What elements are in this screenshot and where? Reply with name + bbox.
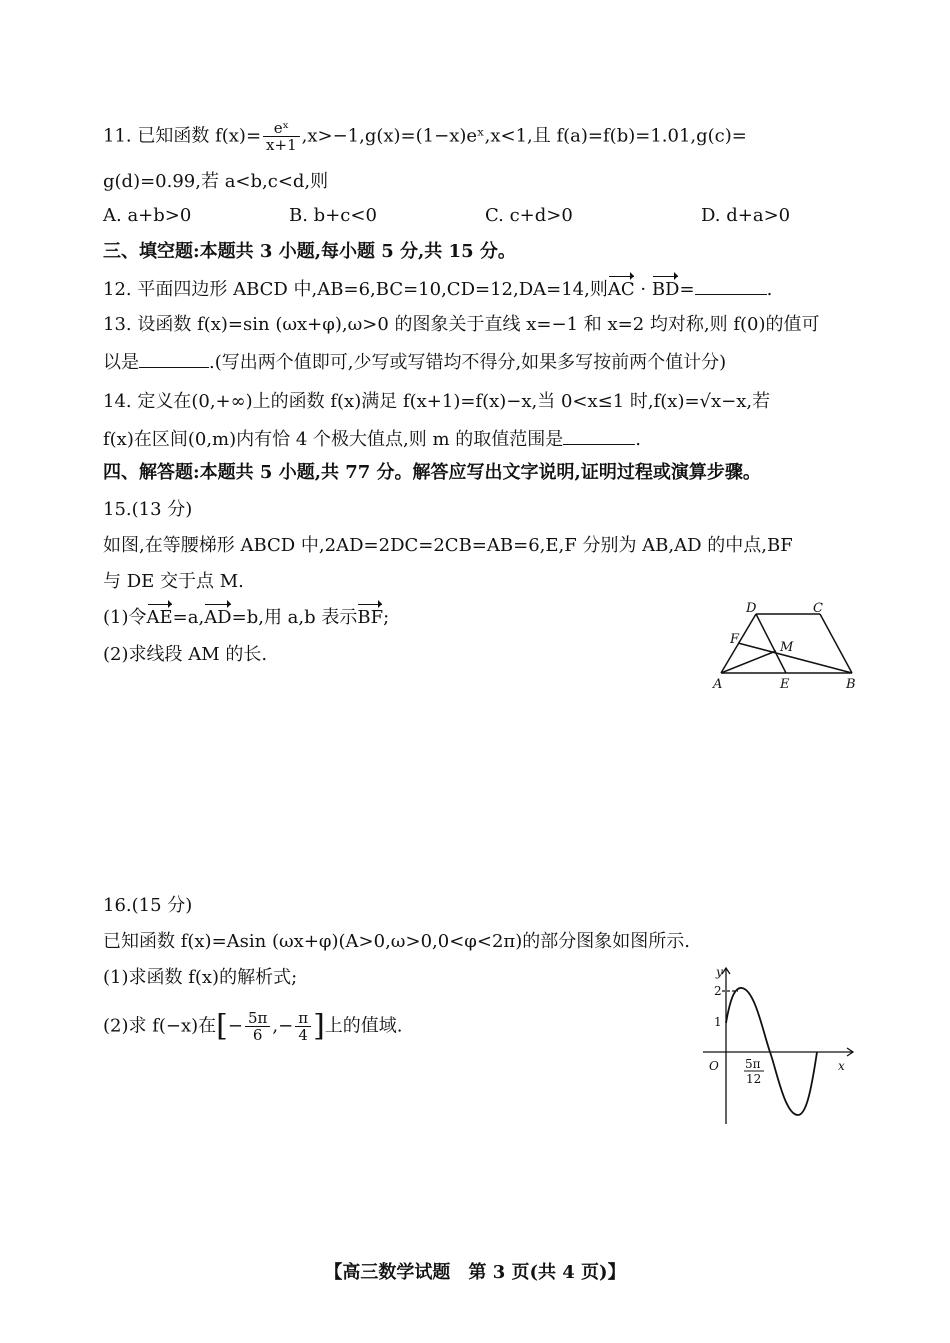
q16-p2-b: 上的值域. bbox=[324, 1015, 403, 1037]
q16-p2-a: (2)求 f(−x)在 bbox=[103, 1015, 217, 1037]
q16-line1: 已知函数 f(x)=Asin (ωx+φ)(A>0,ω>0,0<φ<2π)的部分图象如图所示. bbox=[103, 931, 690, 952]
q16-frac1-num: 5π bbox=[245, 1010, 270, 1027]
label-y: y bbox=[716, 965, 723, 979]
q15-p1-d: ; bbox=[383, 607, 390, 628]
q15-part1 bbox=[103, 606, 389, 630]
q12 bbox=[103, 276, 772, 302]
q15-p1-c: =b,用 a,b 表示 bbox=[231, 607, 358, 628]
page-footer: 【高三数学试题 第 3 页(共 4 页)】 bbox=[324, 1262, 626, 1283]
q11-text-b: ,x>−1,g(x)=(1−x)eˣ,x<1,且 f(a)=f(b)=1.01,g(c)= bbox=[301, 125, 747, 147]
q15-part2: (2)求线段 AM 的长. bbox=[103, 644, 268, 665]
left-bracket: [ bbox=[216, 1008, 228, 1044]
q11-option-c: C. c+d>0 bbox=[485, 205, 573, 226]
q16-frac2-den: 4 bbox=[298, 1026, 308, 1044]
q12-dot: · bbox=[634, 279, 652, 300]
q15-line1: 如图,在等腰梯形 ABCD 中,2AD=2DC=2CB=AB=6,E,F 分别为 AB,AD 的中点,BF bbox=[103, 535, 793, 556]
sine-graph-figure bbox=[693, 962, 863, 1132]
tick-2: 2 bbox=[714, 984, 722, 998]
q12-end: . bbox=[766, 279, 773, 300]
q16-frac2-num: π bbox=[295, 1010, 311, 1027]
q15-vector-bf: BF bbox=[357, 607, 384, 628]
label-e: E bbox=[780, 677, 790, 692]
q16-frac1-den: 6 bbox=[252, 1026, 263, 1044]
label-m: M bbox=[780, 640, 794, 655]
q12-vector-bd: BD bbox=[651, 279, 680, 300]
q11-line1 bbox=[103, 120, 747, 153]
q15-vector-ad: AD bbox=[204, 607, 232, 628]
q12-vector-ac: AC bbox=[607, 279, 635, 300]
q14-line2 bbox=[103, 426, 641, 452]
q15-p1-b: =a, bbox=[172, 607, 205, 628]
label-d: D bbox=[746, 601, 757, 616]
q11-option-b: B. b+c<0 bbox=[289, 205, 377, 226]
tick-5pi-den: 12 bbox=[746, 1072, 762, 1086]
q16-part1: (1)求函数 f(x)的解析式; bbox=[103, 967, 298, 988]
q11-fraction bbox=[263, 120, 300, 153]
side-cb bbox=[820, 614, 852, 673]
right-bracket: ] bbox=[313, 1008, 325, 1044]
q12-answer-blank[interactable] bbox=[695, 276, 767, 295]
q13-line2 bbox=[103, 349, 726, 375]
section-4-heading: 四、解答题:本题共 5 小题,共 77 分。解答应写出文字说明,证明过程或演算步骤。 bbox=[103, 462, 761, 483]
q11-frac-num: eˣ bbox=[263, 120, 300, 137]
segment-am bbox=[721, 651, 776, 673]
q13-line1: 13. 设函数 f(x)=sin (ωx+φ),ω>0 的图象关于直线 x=−1 和 x=2 均对称,则 f(0)的值可 bbox=[103, 314, 820, 335]
label-c: C bbox=[813, 601, 823, 616]
q15-vector-ae: AE bbox=[146, 607, 173, 628]
q14-line2-a: f(x)在区间(0,m)内有恰 4 个极大值点,则 m 的取值范围是 bbox=[103, 429, 564, 450]
q16-frac1 bbox=[245, 1010, 270, 1043]
segment-bf bbox=[738, 643, 852, 673]
q14-line2-b: . bbox=[635, 429, 642, 450]
label-b: B bbox=[846, 677, 856, 692]
q16-header: 16.(15 分) bbox=[103, 895, 193, 916]
q12-text-a: 12. 平面四边形 ABCD 中,AB=6,BC=10,CD=12,DA=14,则 bbox=[103, 279, 608, 300]
q13-answer-blank[interactable] bbox=[139, 349, 209, 368]
q15-p1-a: (1)令 bbox=[103, 607, 147, 628]
q15-line2: 与 DE 交于点 M. bbox=[103, 571, 244, 592]
q14-line1: 14. 定义在(0,+∞)上的函数 f(x)满足 f(x+1)=f(x)−x,当 0<x≤1 时,f(x)=√x−x,若 bbox=[103, 391, 771, 412]
trapezoid-figure bbox=[710, 598, 870, 693]
label-origin: O bbox=[709, 1059, 719, 1073]
q11-number: 11. bbox=[103, 125, 132, 147]
tick-1: 1 bbox=[714, 1015, 722, 1029]
q16-frac2 bbox=[295, 1010, 311, 1043]
q11-option-a: A. a+b>0 bbox=[103, 205, 192, 226]
label-f: F bbox=[730, 632, 740, 647]
q11-frac-den: x+1 bbox=[266, 136, 297, 154]
q11-line2: g(d)=0.99,若 a<b,c<d,则 bbox=[103, 171, 329, 192]
q14-answer-blank[interactable] bbox=[563, 426, 635, 445]
q13-line2-b: .(写出两个值即可,少写或写错均不得分,如果多写按前两个值计分) bbox=[209, 352, 727, 373]
tick-5pi-num: 5π bbox=[745, 1057, 761, 1071]
section-3-heading: 三、填空题:本题共 3 小题,每小题 5 分,共 15 分。 bbox=[103, 241, 516, 262]
label-x: x bbox=[838, 1059, 845, 1073]
q11-text-a: 已知函数 f(x)= bbox=[137, 125, 262, 147]
q16-part2: (2)求 f(−x)在[− $\frac{5\pi}{6}$ ,− $\frac{\pi}{4}$ ]上的值域. bbox=[103, 1008, 403, 1044]
q12-eq: = bbox=[679, 279, 695, 300]
label-a: A bbox=[713, 677, 723, 692]
q11-option-d: D. d+a>0 bbox=[701, 205, 791, 226]
q15-header: 15.(13 分) bbox=[103, 499, 193, 520]
q13-line2-a: 以是 bbox=[103, 352, 139, 373]
